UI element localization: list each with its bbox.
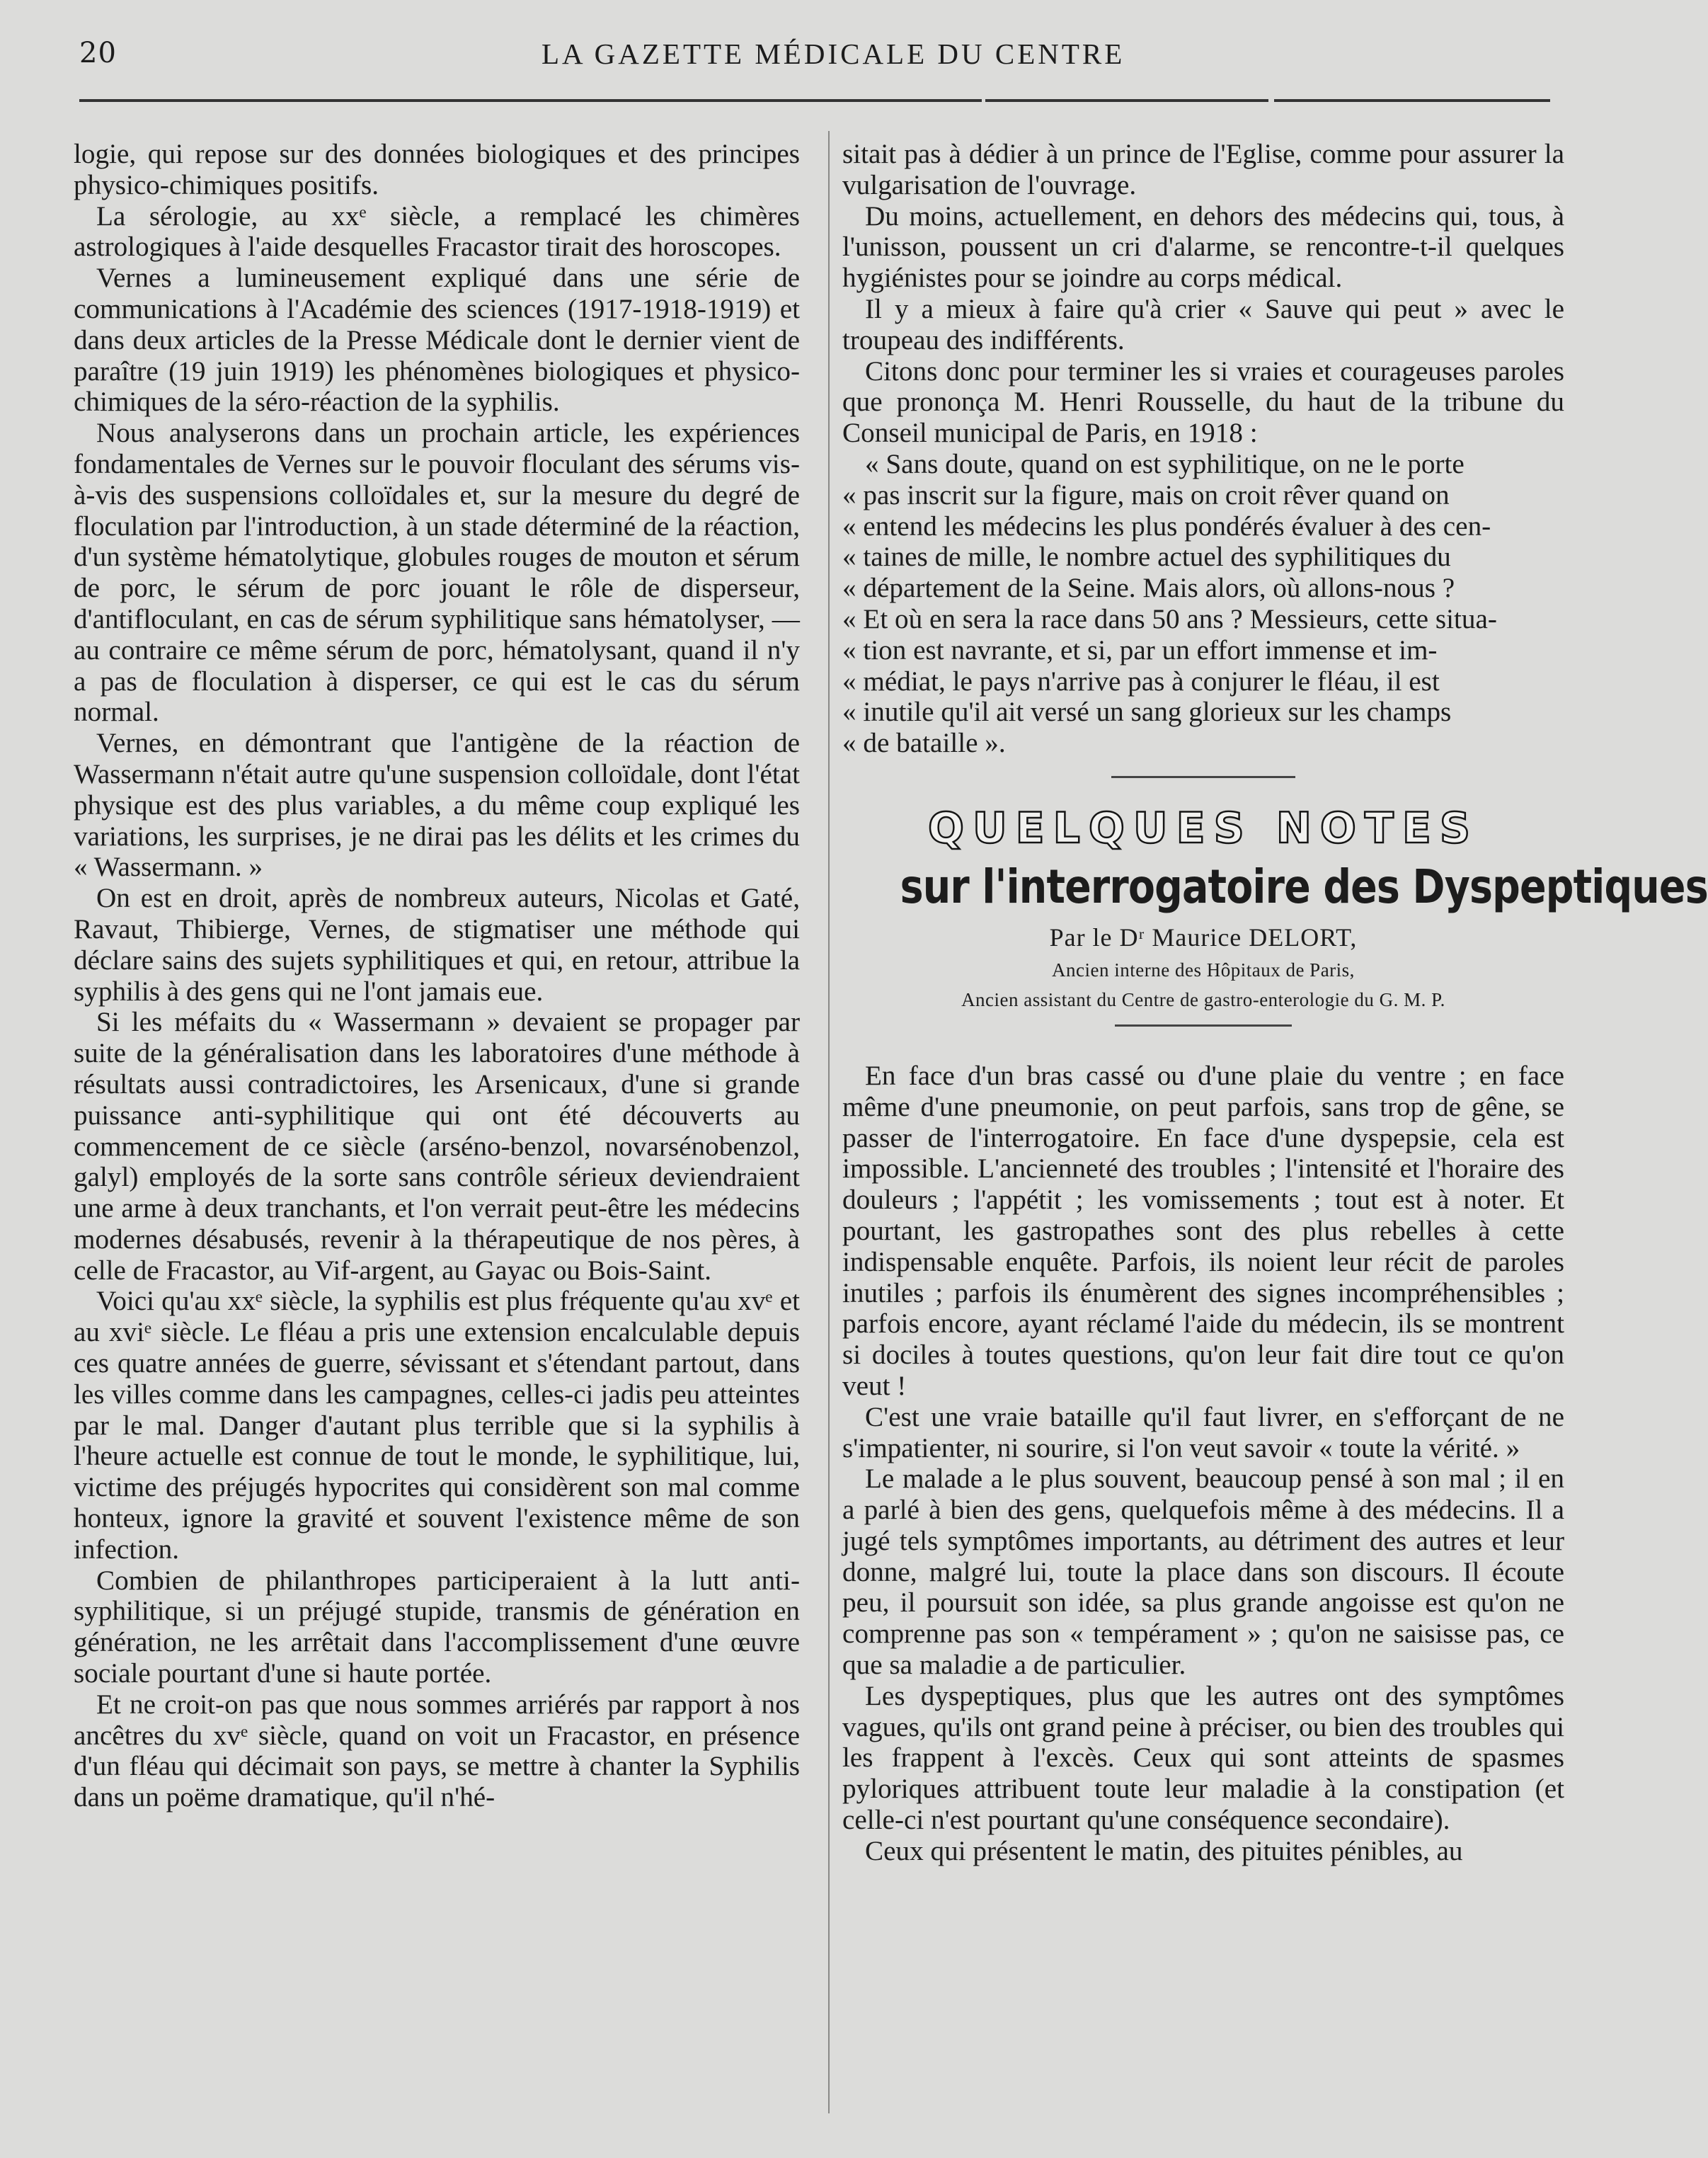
- quote-line: « entend les médecins les plus pondérés évaluer à des cen-: [842, 510, 1491, 542]
- quote-line: « médiat, le pays n'arrive pas à conjurer le fléau, il est: [842, 666, 1440, 697]
- paragraph: Les dyspeptiques, plus que les autres ont des symptômes vagues, qu'ils ont grand peine à préciser, ou bien des troubles qui les frappent à l'excès. Ceux qui sont atteints de spasmes pyloriques attribuent toute leur maladie à la constipation (et celle-ci n'est pourtant qu'une conséquence secondaire).: [842, 1680, 1564, 1836]
- quote-line: « département de la Seine. Mais alors, où allons-nous ?: [842, 573, 1455, 604]
- quote-line: « Et où en sera la race dans 50 ans ? Messieurs, cette situa-: [842, 603, 1497, 634]
- quote-line: « tion est navrante, et si, par un effort immense et im-: [842, 634, 1438, 666]
- quote-line: « pas inscrit sur la figure, mais on croit rêver quand on: [842, 479, 1450, 510]
- paragraph: On est en droit, après de nombreux auteurs, Nicolas et Gaté, Ravaut, Thibierge, Vernes, de stigmatiser une méthode qui déclare sains des sujets syphilitiques et qui, en retour, attribue la syphilis à des gens qui ne l'ont jamais eue.: [74, 883, 800, 1007]
- byline-divider: [1115, 1024, 1292, 1027]
- article-byline: Par le Dʳ Maurice DELORT,: [1049, 923, 1358, 952]
- page-header: [0, 37, 1619, 79]
- journal-title: LA GAZETTE MÉDICALE DU CENTRE: [541, 38, 1125, 70]
- header-rule: [985, 99, 1268, 102]
- paragraph: Si les méfaits du « Wassermann » devaient se propager par suite de la généralisation dans les laboratoires d'une méthode à résultats aussi contradictoires, les Arsenicaux, d'une si grande puissance anti-syphilitique qui ont été découverts au commencement de ce siècle (arséno-benzol, novarsénobenzol, galyl) employés de la sorte sans contrôle sérieux deviendraient une arme à deux tranchants, et l'on verrait peut-être les médecins modernes désabusés, revenir à la thérapeutique de nos pères, à celle de Fracastor, au Vif-argent, au Gayac ou Bois-Saint.: [74, 1007, 800, 1286]
- quotation: [842, 449, 1564, 759]
- author-credential: Ancien interne des Hôpitaux de Paris,: [1052, 959, 1355, 981]
- page-number: 20: [79, 37, 117, 69]
- quote-line: « de bataille ».: [842, 728, 1006, 759]
- paragraph: Du moins, actuellement, en dehors des médecins qui, tous, à l'unisson, poussent un cri d'alarme, se rencontre-t-il quelques hygiénistes pour se joindre au corps médical.: [842, 200, 1564, 294]
- paragraph: Voici qu'au xxᵉ siècle, la syphilis est plus fréquente qu'au xvᵉ et au xviᵉ siècle. Le fléau a pris une extension encalculable depuis ces quatre années de guerre, sévissant et s'étendant partout, dans les villes comme dans les campagnes, celles-ci jadis peu atteintes par le mal. Danger d'autant plus terrible que si la syphilis à l'heure actuelle est connue de tout le monde, le syphilitique, lui, victime des préjugés hypocrites qui considèrent son mal comme honteux, ignore la gravité et souvent l'existence même de son infection.: [74, 1286, 800, 1565]
- paragraph: Combien de philanthropes participeraient à la lutt anti-syphilitique, si un préjugé stupide, transmis de génération en génération, ne les arrêtait dans l'accomplissement d'une œuvre sociale pourtant d'une si haute portée.: [74, 1565, 800, 1689]
- paragraph: C'est une vraie bataille qu'il faut livrer, en s'efforçant de ne s'impatienter, ni sourire, si l'on veut savoir « toute la vérité. »: [842, 1401, 1564, 1463]
- paragraph: Ceux qui présentent le matin, des pituites pénibles, au: [865, 1835, 1463, 1866]
- paragraph: Nous analyserons dans un prochain article, les expériences fondamentales de Vernes sur le pouvoir floculant des sérums vis-à-vis des suspensions colloïdales et, sur la mesure du degré de floculation par l'introduction, à un stade déterminé de la réaction, d'un système hématolytique, globules rouges de mouton et sérum de porc, le sérum de porc jouant le rôle de disperseur, d'antifloculant, en cas de sérum syphilitique sans hématolyser, — au contraire ce même sérum de porc, hématolysant, quand il n'y a pas de floculation à disperser, ce qui est le cas du sérum normal.: [74, 418, 800, 728]
- paragraph: Citons donc pour terminer les si vraies et courageuses paroles que prononça M. Henri Rousselle, du haut de la tribune du Conseil municipal de Paris, en 1918 :: [842, 355, 1564, 449]
- paragraph: Vernes a lumineusement expliqué dans une série de communications à l'Académie des sciences (1917-1918-1919) et dans deux articles de la Presse Médicale dont le dernier vient de paraître (19 juin 1919) les phénomènes biologiques et physico-chimiques de la séro-réaction de la syphilis.: [74, 263, 800, 418]
- header-rule: [1274, 99, 1550, 102]
- section-divider: [1111, 776, 1295, 778]
- author-credential: Ancien assistant du Centre de gastro-enterologie du G. M. P.: [961, 988, 1445, 1010]
- left-column: [74, 139, 800, 1813]
- quote-line: « Sans doute, quand on est syphilitique, on ne le porte: [865, 448, 1465, 479]
- paragraph: logie, qui repose sur des données biologiques et des principes physico-chimiques positifs.: [74, 139, 800, 200]
- article-heading: [842, 799, 1708, 917]
- quote-line: « taines de mille, le nombre actuel des syphilitiques du: [842, 542, 1451, 573]
- article-title-line-1: QUELQUES NOTES: [927, 803, 1479, 853]
- header-rule: [79, 99, 982, 102]
- article-title-line-2: sur l'interrogatoire des Dyspeptiques: [900, 859, 1708, 914]
- paragraph: Il y a mieux à faire qu'à crier « Sauve qui peut » avec le troupeau des indifférents.: [842, 293, 1564, 355]
- paragraph: Et ne croit-on pas que nous sommes arriérés par rapport à nos ancêtres du xvᵉ siècle, quand on voit un Fracastor, en présence d'un fléau qui décimait son pays, se mettre à chanter la Syphilis dans un poëme dramatique, qu'il n'hé-: [74, 1689, 800, 1813]
- paragraph: La sérologie, au xxᵉ siècle, a remplacé les chimères astrologiques à l'aide desquelles Fracastor tirait des horoscopes.: [74, 200, 800, 263]
- column-divider: [828, 131, 830, 2113]
- right-column: [842, 139, 1708, 1867]
- paragraph: Vernes, en démontrant que l'antigène de la réaction de Wassermann n'était autre qu'une suspension colloïdale, dont l'état physique est des plus variables, a du même coup expliqué les variations, les surprises, je ne dirai pas les délits et les crimes du « Wassermann. »: [74, 728, 800, 883]
- paragraph: En face d'un bras cassé ou d'une plaie du ventre ; en face même d'une pneumonie, on peut parfois, sans trop de gêne, se passer de l'interrogatoire. En face d'une dyspepsie, cela est impossible. L'ancienneté des troubles ; l'intensité et l'horaire des douleurs ; l'appétit ; les vomissements ; tout est à noter. Et pourtant, les gastropathes sont des plus rebelles à cette indispensable enquête. Parfois, ils noient leur récit de paroles inutiles ; parfois ils énumèrent des signes incompréhensibles ; parfois encore, ayant réclamé l'aide du médecin, ils se montrent si dociles à toutes questions, qu'on leur fait dire tout ce qu'on veut !: [842, 1060, 1564, 1401]
- paragraph: Le malade a le plus souvent, beaucoup pensé à son mal ; il en a parlé à bien des gens, quelquefois même à des médecins. Il a jugé tels symptômes importants, au détriment des autres et leur donne, malgré lui, toute la place dans son discours. Il écoute peu, il poursuit son idée, sa plus grande angoisse est qu'on ne comprenne pas son « tempérament » ; qu'on ne saisisse pas, ce que sa maladie a de particulier.: [842, 1463, 1564, 1681]
- quote-line: « inutile qu'il ait versé un sang glorieux sur les champs: [842, 697, 1452, 728]
- paragraph: sitait pas à dédier à un prince de l'Eglise, comme pour assurer la vulgarisation de l'ouvrage.: [842, 139, 1564, 200]
